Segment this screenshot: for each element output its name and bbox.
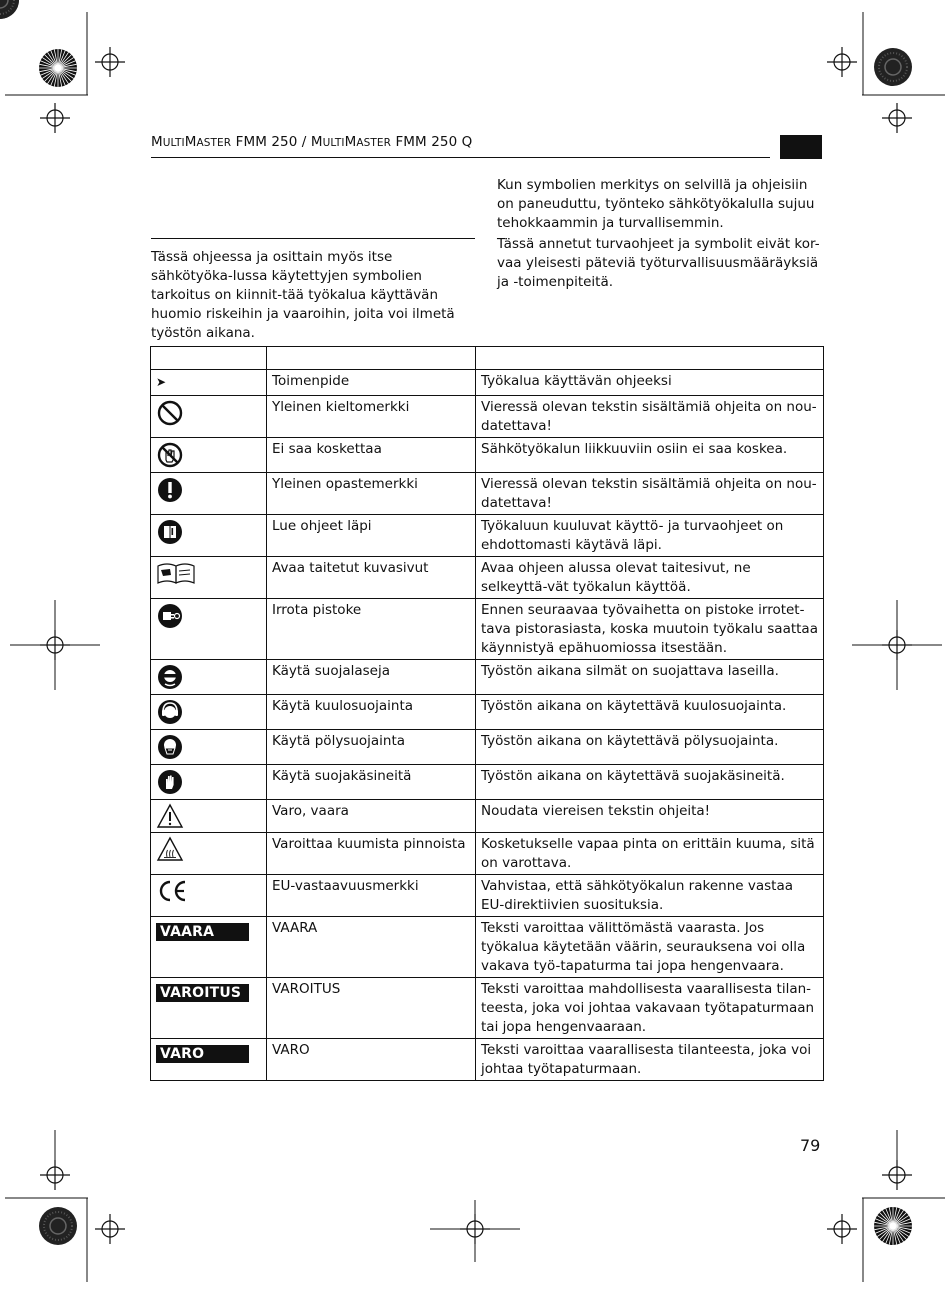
- table-row: [151, 695, 824, 730]
- symbol-cell: [151, 978, 267, 1039]
- symbol-name: Lue ohjeet läpi: [267, 515, 476, 557]
- read-manual-icon: [156, 518, 261, 546]
- symbol-description: Vahvistaa, että sähkötyökalun rakenne vastaa EU-direktiivien suosituksia.: [476, 875, 824, 917]
- table-row: [151, 875, 824, 917]
- symbol-description: Noudata viereisen tekstin ohjeita!: [476, 800, 824, 833]
- symbol-cell: [151, 438, 267, 473]
- table-row: [151, 730, 824, 765]
- table-row: [151, 396, 824, 438]
- header-black-tab: [780, 135, 822, 159]
- symbol-cell: [151, 660, 267, 695]
- symbol-description: Teksti varoittaa mahdollisesta vaarallisesta tilan-teesta, joka voi johtaa vakavaan työtapaturmaan tai jopa hengenvaaraan.: [476, 978, 824, 1039]
- symbol-name: Toimenpide: [267, 370, 476, 396]
- symbol-description: Työkalua käyttävän ohjeeksi: [476, 370, 824, 396]
- no-touch-icon: [156, 441, 261, 469]
- mandatory-icon: [156, 476, 261, 504]
- intro-paragraph: Tässä annetut turvaohjeet ja symbolit eivät kor-vaa yleisesti päteviä työturvallisuusmääräyksiä ja -toimenpiteitä.: [497, 236, 820, 290]
- intro-paragraph: Kun symbolien merkitys on selvillä ja ohjeisiin on paneuduttu, työnteko sähkötyökalulla sujuu tehokkaammin ja turvallisemmin.: [497, 177, 815, 231]
- symbol-description: Työstön aikana on käytettävä kuulosuojainta.: [476, 695, 824, 730]
- table-header-cell: [267, 347, 476, 370]
- table-row: [151, 599, 824, 660]
- header-part-small: ASTER: [196, 137, 232, 149]
- symbol-cell: [151, 875, 267, 917]
- symbol-cell: [151, 473, 267, 515]
- signal-word-badge: VAROITUS: [156, 984, 249, 1002]
- goggles-icon: [156, 663, 261, 691]
- hot-surface-icon: [156, 836, 261, 862]
- header-part: M: [184, 134, 197, 150]
- symbol-name: VARO: [267, 1039, 476, 1081]
- symbol-cell: [151, 515, 267, 557]
- intro-left-column: [151, 248, 476, 343]
- symbol-name: Käytä kuulosuojainta: [267, 695, 476, 730]
- symbol-description: Teksti varoittaa vaarallisesta tilanteesta, joka voi johtaa työtapaturmaan.: [476, 1039, 824, 1081]
- symbol-cell: [151, 1039, 267, 1081]
- table-row: [151, 1039, 824, 1081]
- table-row: [151, 800, 824, 833]
- header-part-small: ULTI: [162, 137, 185, 149]
- symbol-description: Kosketukselle vapaa pinta on erittäin kuuma, sitä on varottava.: [476, 833, 824, 875]
- symbols-table: [150, 346, 824, 1081]
- table-row: [151, 660, 824, 695]
- symbol-cell: [151, 765, 267, 800]
- header-part-small: ULTI: [322, 137, 345, 149]
- symbol-description: Ennen seuraavaa työvaihetta on pistoke irrotet-tava pistorasiasta, koska muutoin työkalu saattaa käynnistyä epähuomiossa itsestään.: [476, 599, 824, 660]
- symbol-cell: [151, 695, 267, 730]
- table-row: [151, 833, 824, 875]
- table-row: [151, 978, 824, 1039]
- symbol-description: Työstön aikana silmät on suojattava laseilla.: [476, 660, 824, 695]
- symbol-name: Varo, vaara: [267, 800, 476, 833]
- header-part: FMM 250 Q: [391, 134, 473, 150]
- symbol-name: Käytä suojalaseja: [267, 660, 476, 695]
- header-part: FMM 250 / M: [231, 134, 323, 150]
- symbol-cell: [151, 370, 267, 396]
- intro-paragraph: Tässä ohjeessa ja osittain myös itse sähkötyöka-lussa käytettyjen symbolien tarkoitus on kiinnit-tää työkalua käyttävän huomio riskeihin ja vaaroihin, joita voi ilmetä työstön aikana.: [151, 249, 455, 341]
- symbol-cell: [151, 599, 267, 660]
- table-row: [151, 917, 824, 978]
- table-header-cell: [151, 347, 267, 370]
- header-rule: [151, 157, 770, 158]
- table-row: [151, 473, 824, 515]
- header-part: M: [151, 134, 163, 150]
- gloves-icon: [156, 768, 261, 796]
- symbol-description: Työkaluun kuuluvat käyttö- ja turvaohjeet on ehdottomasti käytävä läpi.: [476, 515, 824, 557]
- page-number: 79: [800, 1136, 821, 1155]
- arrow-icon: ➤: [156, 375, 167, 389]
- symbol-name: Yleinen kieltomerkki: [267, 396, 476, 438]
- symbol-name: VAARA: [267, 917, 476, 978]
- table-row: [151, 557, 824, 599]
- symbol-cell: [151, 396, 267, 438]
- symbol-cell: [151, 833, 267, 875]
- symbol-cell: [151, 557, 267, 599]
- table-row: [151, 438, 824, 473]
- symbol-name: Ei saa koskettaa: [267, 438, 476, 473]
- symbol-name: Varoittaa kuumista pinnoista: [267, 833, 476, 875]
- symbol-name: Irrota pistoke: [267, 599, 476, 660]
- header-part: M: [344, 134, 357, 150]
- table-header-row: [151, 347, 824, 370]
- signal-word-badge: VAARA: [156, 923, 249, 941]
- table-row: [151, 515, 824, 557]
- header-part-small: ASTER: [356, 137, 392, 149]
- table-row: [151, 370, 824, 396]
- symbol-name: Käytä suojakäsineitä: [267, 765, 476, 800]
- warning-triangle-icon: [156, 803, 261, 829]
- running-header: [151, 134, 472, 150]
- signal-word-badge: VARO: [156, 1045, 249, 1063]
- symbol-description: Työstön aikana on käytettävä pölysuojainta.: [476, 730, 824, 765]
- symbol-name: EU-vastaavuusmerkki: [267, 875, 476, 917]
- symbol-description: Teksti varoittaa välittömästä vaarasta. Jos työkalua käytetään väärin, seurauksena voi olla vakava työ-tapaturma tai jopa hengenvaara.: [476, 917, 824, 978]
- symbol-name: Käytä pölysuojainta: [267, 730, 476, 765]
- symbol-cell: [151, 917, 267, 978]
- ear-protection-icon: [156, 698, 261, 726]
- symbol-description: Avaa ohjeen alussa olevat taitesivut, ne selkeyttä-vät työkalun käyttöä.: [476, 557, 824, 599]
- prohibition-icon: [156, 399, 261, 427]
- ce-mark-icon: [156, 878, 261, 904]
- symbol-name: Yleinen opastemerkki: [267, 473, 476, 515]
- symbol-name: VAROITUS: [267, 978, 476, 1039]
- symbol-cell: [151, 800, 267, 833]
- symbol-description: Vieressä olevan tekstin sisältämiä ohjeita on nou-datettava!: [476, 473, 824, 515]
- symbol-description: Sähkötyökalun liikkuuviin osiin ei saa koskea.: [476, 438, 824, 473]
- symbol-description: Vieressä olevan tekstin sisältämiä ohjeita on nou-datettava!: [476, 396, 824, 438]
- unplug-icon: [156, 602, 261, 630]
- table-row: [151, 765, 824, 800]
- symbol-name: Avaa taitetut kuvasivut: [267, 557, 476, 599]
- section-rule: [151, 238, 475, 239]
- symbol-description: Työstön aikana on käytettävä suojakäsineitä.: [476, 765, 824, 800]
- dust-mask-icon: [156, 733, 261, 761]
- intro-right-column: [497, 176, 822, 292]
- symbol-cell: [151, 730, 267, 765]
- fold-out-pages-icon: [156, 560, 261, 586]
- table-header-cell: [476, 347, 824, 370]
